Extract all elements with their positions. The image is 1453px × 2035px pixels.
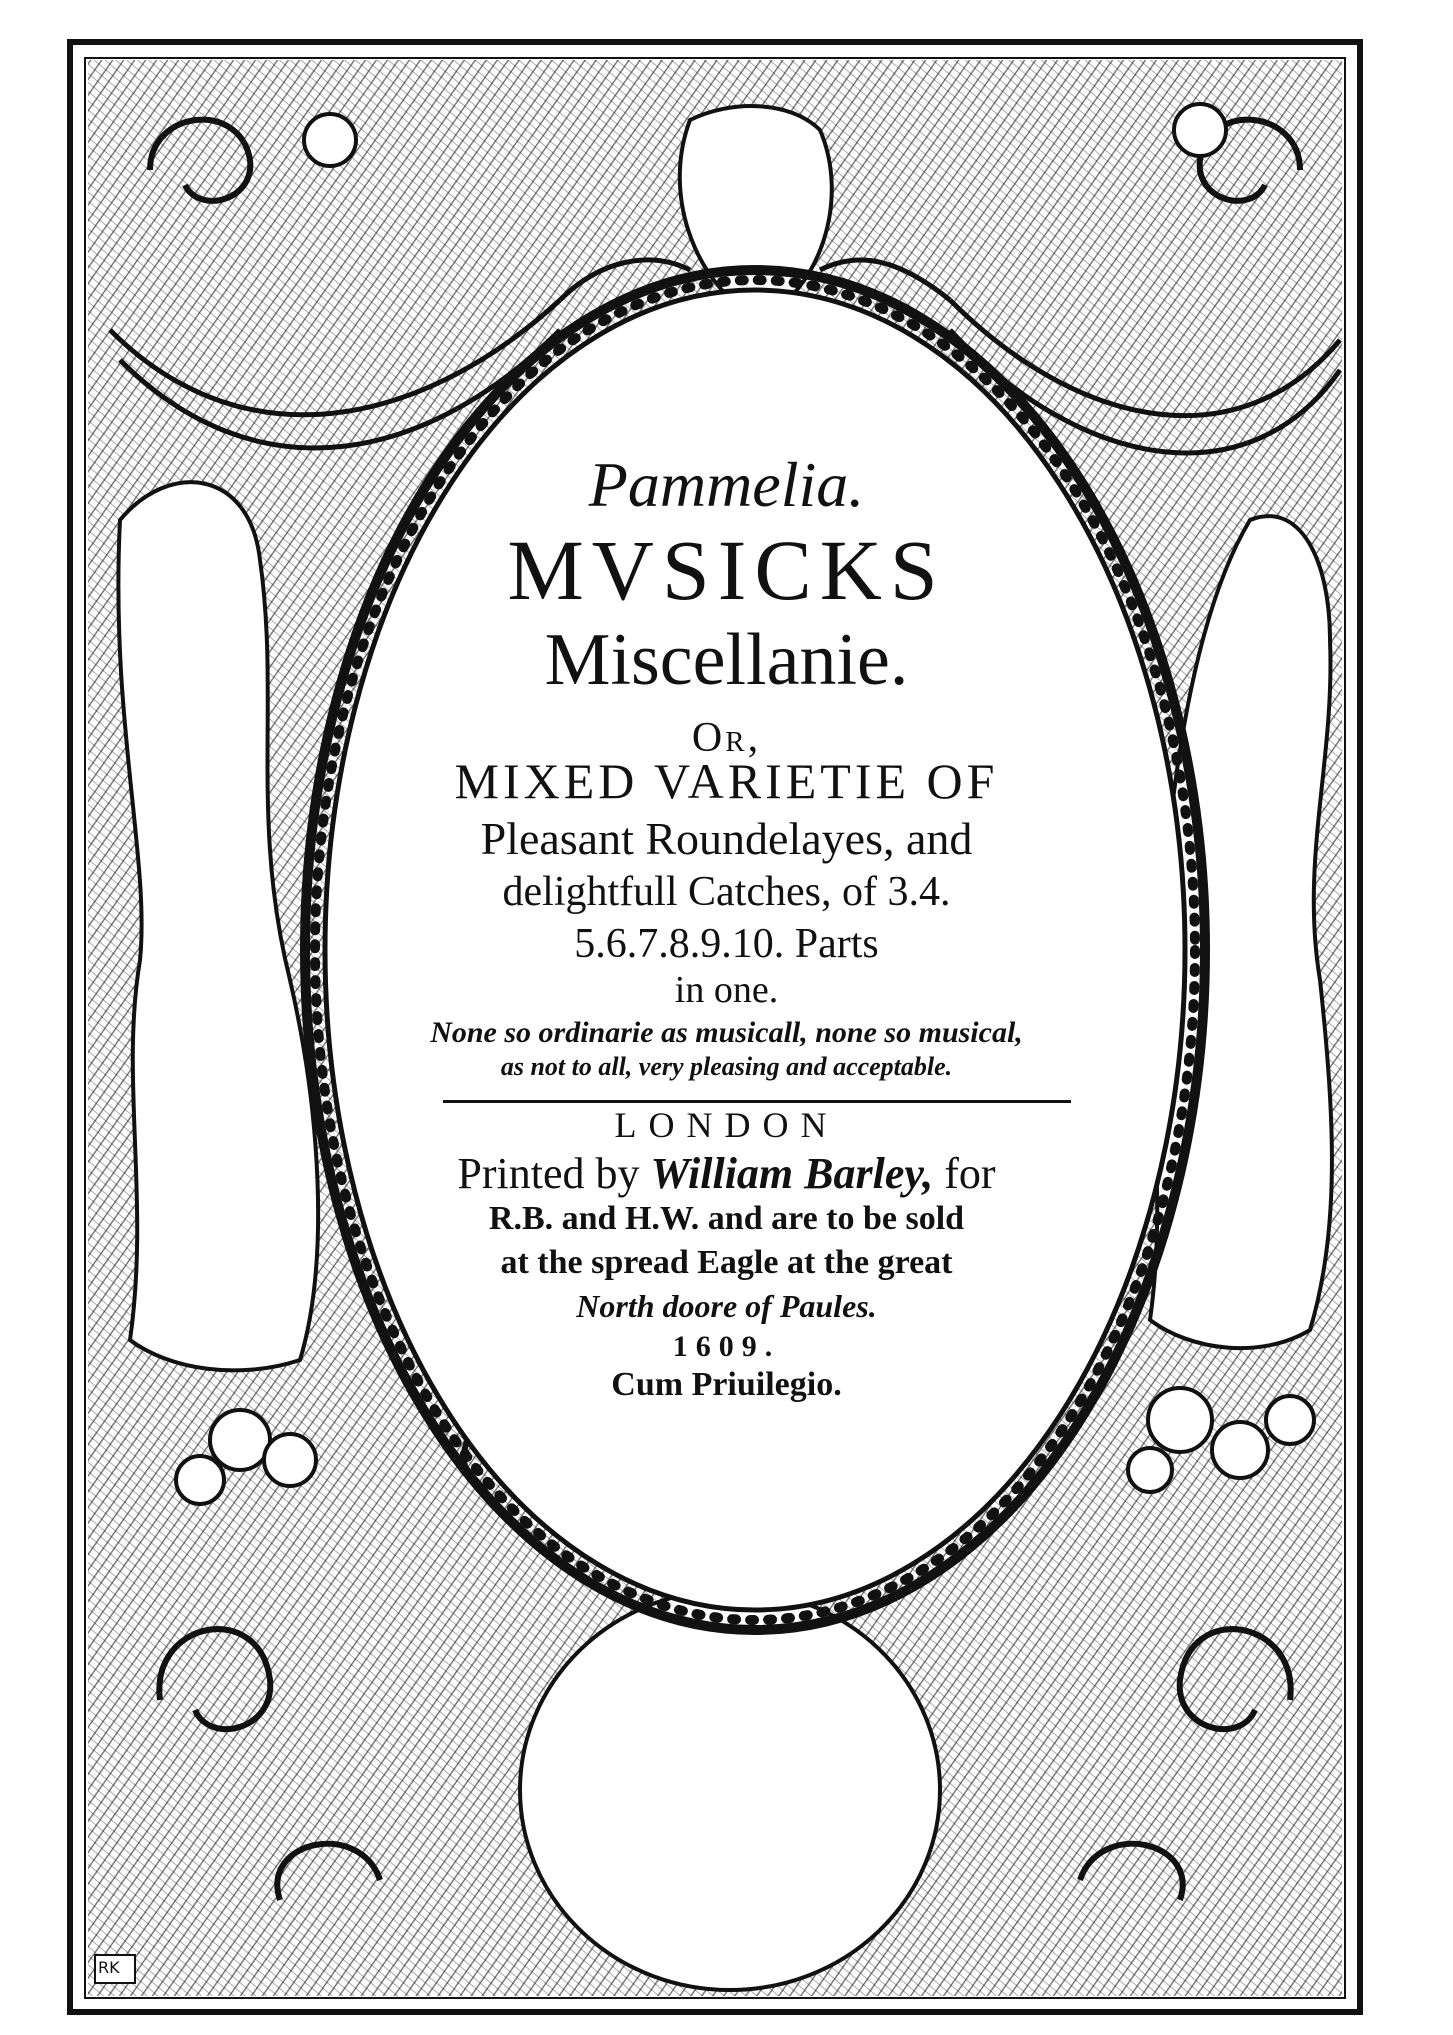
imprint-line-2: R.B. and H.W. and are to be sold — [488, 1200, 965, 1237]
main-title-2: Miscellanie. — [544, 619, 909, 701]
or-line: Or, — [691, 715, 762, 761]
monogram: RK — [98, 1958, 120, 1977]
imprint-line-3: at the spread Eagle at the great — [500, 1244, 953, 1281]
subtitle-2: Pleasant Roundelayes, and — [480, 813, 973, 864]
imprint-1-prefix: Printed by — [457, 1149, 640, 1198]
motto-2: as not to all, very pleasing and acceptable. — [500, 1052, 953, 1081]
subtitle-1: MIXED VARIETIE OF — [454, 753, 999, 809]
year: 1609. — [672, 1330, 781, 1363]
subtitle-4: 5.6.7.8.9.10. Parts — [574, 921, 879, 967]
imprint-1-name: William Barley, — [650, 1149, 934, 1198]
title-line: Pammelia. — [588, 449, 865, 520]
bottom-medallion — [520, 1590, 940, 1990]
subtitle-3: delightfull Catches, of 3.4. — [502, 869, 951, 915]
imprint-1-suffix: for — [944, 1149, 996, 1198]
motto-1: None so ordinarie as musicall, none so musical, — [430, 1016, 1023, 1049]
main-title-1: MVSICKS — [507, 522, 946, 618]
imprint-line-4: North doore of Paules. — [576, 1288, 877, 1324]
privilege: Cum Priuilegio. — [611, 1366, 842, 1403]
subtitle-5: in one. — [674, 969, 779, 1011]
divider-rule — [443, 1100, 1071, 1103]
imprint-place: LONDON — [614, 1105, 839, 1145]
imprint-line-1 — [0, 1148, 1453, 1199]
